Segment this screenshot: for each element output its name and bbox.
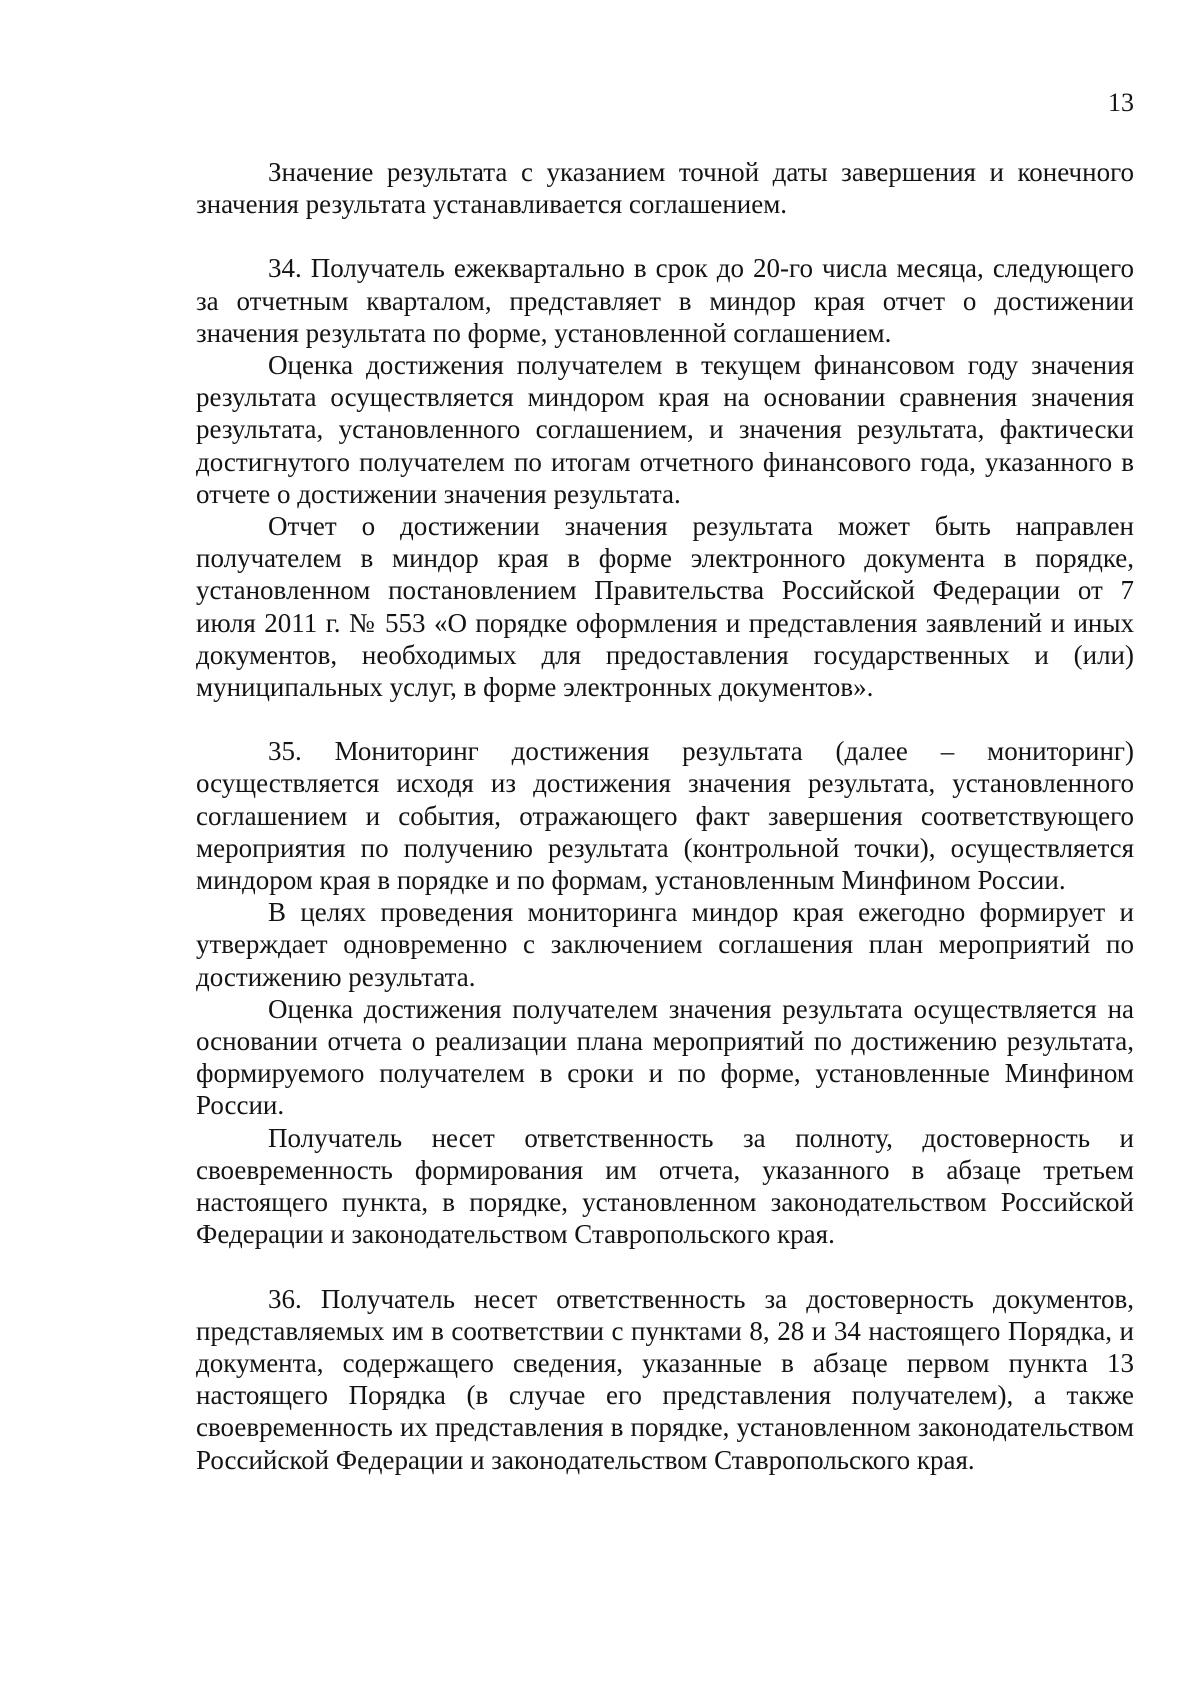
paragraph-monitoring-plan: В целях проведения мониторинга миндор края ежегодно формирует и утверждает одновременно с заключением соглашения план мероприятий по достижению результата. [196,897,1134,992]
paragraph-item-36: 36. Получатель несет ответственность за достоверность документов, представляемых им в соответствии с пунктами 8, 28 и 34 настоящего Порядка, и документа, содержащего сведения, указанные в абзаце первом пункта 13 настоящего Порядка (в случае его представления получателем), а также своевременность их представления в порядке, установленном законодательством Российской Федерации и законодательством Ставропольского края. [196,1283,1134,1475]
paragraph-electronic-report: Отчет о достижении значения результата может быть направлен получателем в миндор края в форме электронного документа в порядке, установленном постановлением Правительства Российской Федерации от 7 июля 2011 г. № 553 «О порядке оформления и представления заявлений и иных документов, необходимых для предоставления государственных и (или) муниципальных услуг, в форме электронных документов». [196,511,1134,703]
paragraph-report-responsibility: Получатель несет ответственность за полноту, достоверность и своевременность формирования им отчета, указанного в абзаце третьем настоящего пункта, в порядке, установленном законодательством Российской Федерации и законодательством Ставропольского края. [196,1122,1134,1250]
paragraph-item-35: 35. Мониторинг достижения результата (далее – мониторинг) осуществляется исходя из достижения значения результата, установленного соглашением и события, отражающего факт завершения соответствующего мероприятия по получению результата (контрольной точки), осуществляется миндором края в порядке и по формам, установленным Минфином России. [196,736,1134,896]
paragraph-result-value: Значение результата с указанием точной даты завершения и конечного значения результата устанавливается соглашением. [196,157,1134,220]
document-body [196,156,1134,1476]
page-number: 13 [1108,88,1134,117]
paragraph-plan-report-assessment: Оценка достижения получателем значения результата осуществляется на основании отчета о реализации плана мероприятий по достижению результата, формируемого получателем в сроки и по форме, установленные Минфином России. [196,993,1134,1121]
paragraph-achievement-assessment: Оценка достижения получателем в текущем финансовом году значения результата осуществляется миндором края на основании сравнения значения результата, установленного соглашением, и значения результата, фактически достигнутого получателем по итогам отчетного финансового года, указанного в отчете о достижении значения результата. [196,350,1134,509]
paragraph-item-34: 34. Получатель ежеквартально в срок до 20-го числа месяца, следующего за отчетным кварталом, представляет в миндор края отчет о достижении значения результата по форме, установленной соглашением. [196,253,1134,348]
